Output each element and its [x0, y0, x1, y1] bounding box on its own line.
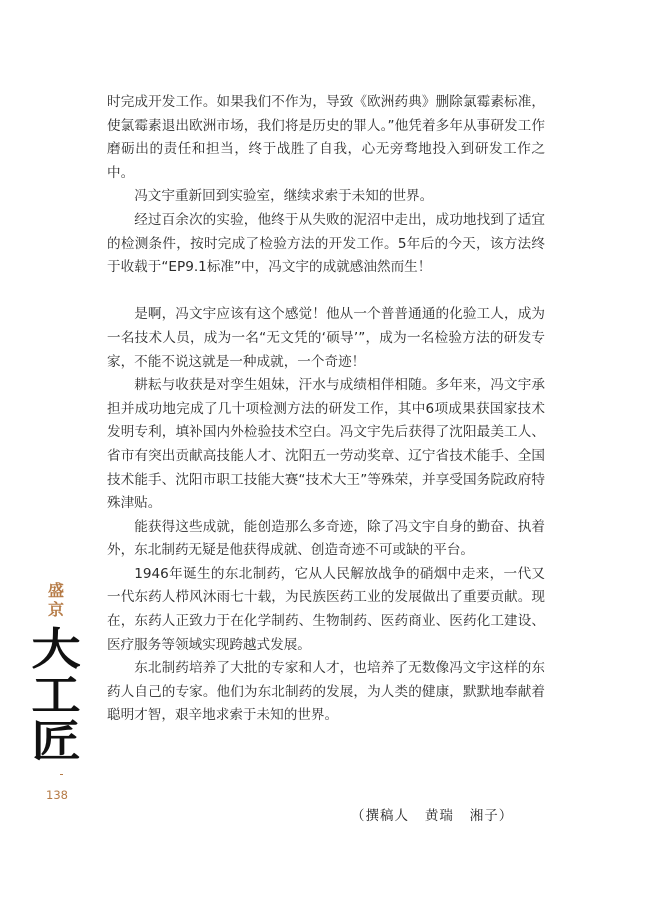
series-glyph: 京 [47, 600, 64, 619]
author-byline: （撰稿人 黄瑞 湘子） [351, 808, 514, 824]
paragraph: 耕耘与收获是对孪生姐妹，汗水与成绩相伴相随。多年来，冯文宇承担并成功地完成了几十项检测方法的研发工作，其中6项成果获国家技术发明专利，填补国内外检验技术空白。冯文宇先后获得了沈阳最美工人、省市有突出贡献高技能人才、沈阳五一劳动奖章、辽宁省技术能手、全国技术能手、沈阳市职工技能大赛“技术大王”等殊荣，并享受国务院政府特殊津贴。 [107, 377, 545, 512]
paragraph: 能获得这些成就，能创造那么多奇迹，除了冯文宇自身的勤奋、执着外，东北制药无疑是他获得成就、创造奇迹不可或缺的平台。 [107, 518, 545, 559]
article-body [107, 91, 545, 728]
paragraph: 1946年诞生的东北制药，它从人民解放战争的硝烟中走来，一代又一代东药人栉风沐雨七十载，为民族医药工业的发展做出了重要贡献。现在，东药人正致力于在化学制药、生物制药、医药商业、医药化工建设、医疗服务等领域实现跨越式发展。 [107, 565, 545, 653]
paragraph: 是啊，冯文宇应该有这个感觉！他从一个普普通通的化验工人，成为一名技术人员，成为一名“无文凭的‘硕导’”，成为一名检验方法的研发专家，不能不说这就是一种成就，一个奇迹！ [107, 306, 545, 370]
series-glyph: 匠 [31, 716, 81, 767]
paragraph: 东北制药培养了大批的专家和人才，也培养了无数像冯文宇这样的东药人自己的专家。他们为东北制药的发展，为人类的健康，默默地奉献着聪明才智，艰辛地求索于未知的世界。 [107, 660, 545, 724]
paragraph: 经过百余次的实验，他终于从失败的泥沼中走出，成功地找到了适宜的检测条件，按时完成了检验方法的开发工作。5年后的今天，该方法终于收载于“EP9.1标准”中，冯文宇的成就感油然而生！ [107, 211, 545, 276]
section-gap [107, 280, 545, 304]
paragraph-continued: 时完成开发工作。如果我们不作为，导致《欧洲药典》删除氯霉素标准，使氯霉素退出欧洲市场，我们将是历史的罪人。”他凭着多年从事研发工作磨砺出的责任和担当，终于战胜了自我，心无旁骛地投入到研发工作之中。 [107, 94, 545, 181]
series-title [31, 624, 81, 767]
series-subtitle [48, 581, 64, 619]
paragraph: 冯文宇重新回到实验室，继续求索于未知的世界。 [134, 188, 434, 205]
series-brand [26, 581, 86, 765]
page-number: 138 [46, 788, 68, 802]
series-glyph: 大 [31, 624, 81, 675]
series-glyph: 工 [31, 670, 81, 721]
series-glyph: 盛 [47, 581, 64, 600]
page-number-divider [60, 774, 63, 775]
